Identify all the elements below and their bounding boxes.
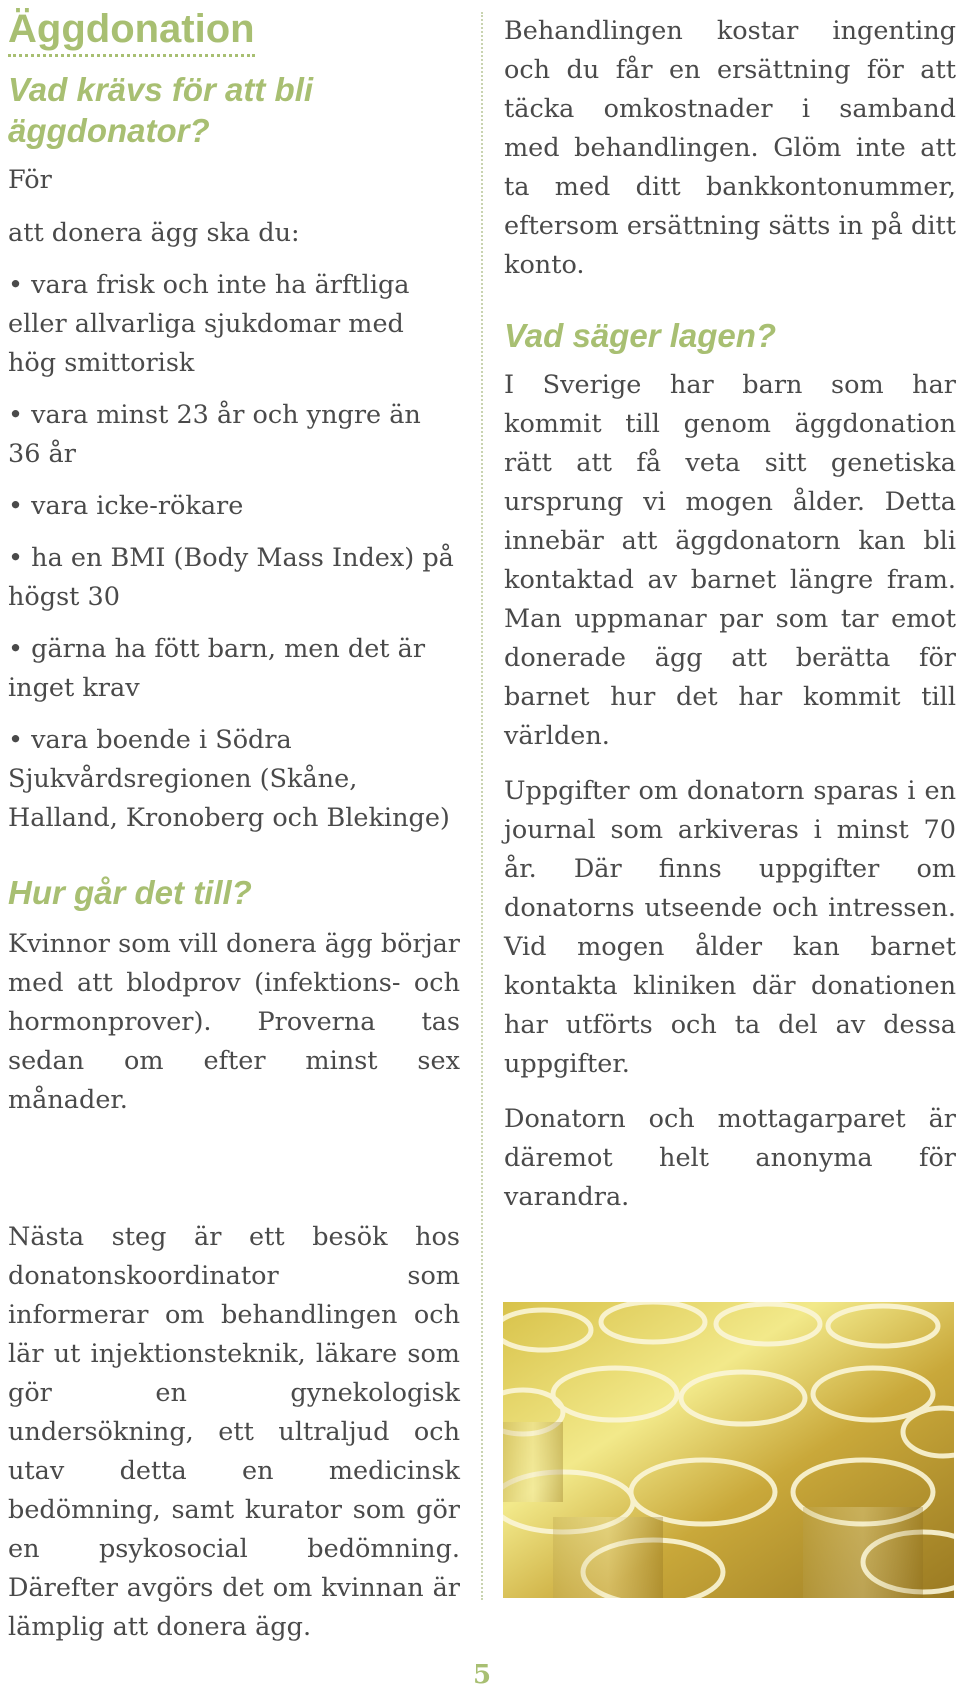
cost-paragraph: Behandlingen kostar ingenting och du får en ersättning för att täcka omkostnader i samband med behandlingen. Glöm inte att ta med ditt bankkontonummer, eftersom ersättning sätts in på ditt konto. <box>504 16 956 280</box>
process-paragraph-1: Kvinnor som vill donera ägg börjar med att blodprov (infektions- och hormonprover). Proverna tas sedan om efter minst sex månader. <box>8 929 460 1115</box>
law-paragraph-1: I Sverige har barn som har kommit till genom äggdonation rätt att få veta sitt genetiska ursprung vi mogen ålder. Detta innebär att äggdonatorn kan bli kontaktad av barnet längre fram. Man uppmanar par som tar emot donerade ägg att berätta för barnet hur det har kommit till världen. <box>504 370 956 751</box>
law-paragraph-3: Donatorn och mottagarparet är däremot helt anonyma för varandra. <box>504 1104 956 1212</box>
page-number: 5 <box>472 1660 492 1690</box>
test-tubes-photo <box>503 1302 954 1598</box>
bullet-item: • vara frisk och inte ha ärftliga eller allvarliga sjukdomar med hög smittorisk <box>8 270 410 378</box>
bullet-item: • ha en BMI (Body Mass Index) på högst 30 <box>8 543 454 612</box>
left-column-bottom <box>8 1218 460 1647</box>
process-paragraph-2: Nästa steg är ett besök hos donatonskoordinator som informerar om behandlingen och lär ut injektionsteknik, läkare som gör en gynekologisk undersökning, ett ultraljud och utav detta en medicinsk bedömning, samt kurator som gör en psykosocial bedömning. Därefter avgörs det om kvinnan är lämplig att donera ägg. <box>8 1222 460 1642</box>
bullet-item: • gärna ha fött barn, men det är inget krav <box>8 634 426 703</box>
bullet-item: • vara icke-rökare <box>8 491 244 521</box>
column-divider <box>481 12 483 1600</box>
intro-line-2: att donera ägg ska du: <box>8 218 300 248</box>
law-paragraph-2: Uppgifter om donatorn sparas i en journal som arkiveras i minst 70 år. Där finns uppgifter om donatorns utseende och intressen. Vid mogen ålder kan barnet kontakta kliniken där donationen har utförts och ta del av dessa uppgifter. <box>504 776 956 1079</box>
heading-requirements: Vad krävs för att bli äggdonator? <box>8 71 314 149</box>
intro-line-1: För <box>8 165 52 195</box>
right-column <box>504 12 956 1217</box>
page-title: Äggdonation <box>8 6 255 57</box>
bullet-item: • vara boende i Södra Sjukvårdsregionen (Skåne, Halland, Kronoberg och Blekinge) <box>8 725 450 833</box>
heading-law: Vad säger lagen? <box>504 317 777 354</box>
heading-process: Hur går det till? <box>8 874 252 911</box>
bullet-item: • vara minst 23 år och yngre än 36 år <box>8 400 421 469</box>
left-column-top <box>8 6 460 1120</box>
